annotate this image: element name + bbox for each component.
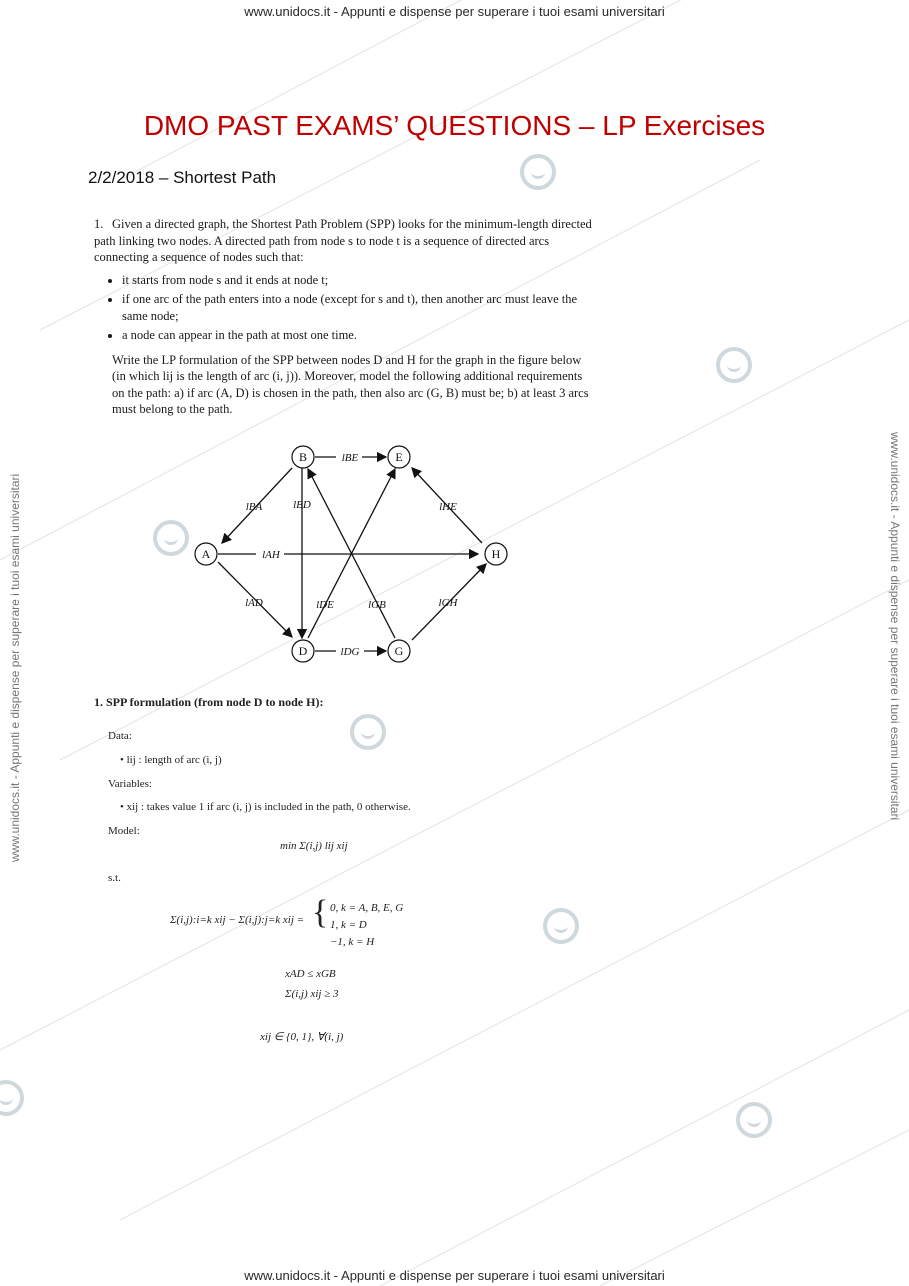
arc-label-DG: lDG <box>340 646 360 658</box>
node-label-B: B <box>298 450 308 464</box>
requirement-item: • if one arc of the path enters into a node (except for s and t), then another arc must leave the same node; <box>122 291 594 324</box>
variables-item-text: xij : takes value 1 if arc (i, j) is included in the path, 0 otherwise. <box>126 801 411 813</box>
watermark-footer: www.unidocs.it - Appunti e dispense per superare i tuoi esami universitari <box>244 1268 665 1283</box>
watermark-side-right: www.unidocs.it - Appunti e dispense per superare i tuoi esami universitari <box>888 432 902 821</box>
model-label: Model: <box>108 825 140 837</box>
page-title: DMO PAST EXAMS’ QUESTIONS – LP Exercises <box>143 110 766 141</box>
data-label: Data: <box>108 730 132 742</box>
requirement-item: • it starts from node s and it ends at node t; <box>122 272 594 289</box>
unidocs-logo-icon <box>350 714 386 750</box>
variables-item: • xij : takes value 1 if arc (i, j) is included in the path, 0 otherwise. <box>120 801 411 813</box>
arc-label-GH: lGH <box>438 597 458 609</box>
unidocs-logo-icon <box>716 347 752 383</box>
constraint-a: xAD ≤ xGB <box>285 968 336 980</box>
variables-label: Variables: <box>108 778 152 790</box>
watermark-header: www.unidocs.it - Appunti e dispense per superare i tuoi esami universitari <box>244 4 665 19</box>
arc-label-AH: lAH <box>262 549 280 561</box>
problem-intro-text: Given a directed graph, the Shortest Path Problem (SPP) looks for the minimum-length directed path linking two nodes. A directed path from node s to node t is a sequence of directed arcs connecting a sequence of nodes such that: <box>94 217 592 264</box>
problem-intro <box>94 216 594 266</box>
arc-label-BE: lBE <box>341 452 359 464</box>
arc-label-HE: lHE <box>439 501 457 513</box>
problem-statement <box>94 216 594 418</box>
domain-constraint: xij ∈ {0, 1}, ∀(i, j) <box>260 1031 344 1043</box>
problem-number: 1. <box>94 217 104 231</box>
constraint-b: Σ(i,j) xij ≥ 3 <box>285 988 339 1000</box>
graph-figure <box>150 440 530 670</box>
objective-function: min Σ(i,j) lij xij <box>280 840 348 852</box>
solution-heading: 1. SPP formulation (from node D to node H): <box>94 695 324 709</box>
requirement-item: • a node can appear in the path at most one time. <box>122 327 594 344</box>
data-item-text: lij : length of arc (i, j) <box>126 754 222 766</box>
node-label-H: H <box>491 547 501 561</box>
node-label-D: D <box>298 644 308 658</box>
arc-label-DE: lDE <box>316 599 334 611</box>
node-label-G: G <box>394 644 404 658</box>
node-label-E: E <box>395 450 403 464</box>
unidocs-logo-icon <box>736 1102 772 1138</box>
node-label-A: A <box>201 547 211 561</box>
flow-case-1: 0, k = A, B, E, G <box>330 902 404 914</box>
arc-label-GB: lGB <box>368 599 386 611</box>
section-subtitle: 2/2/2018 – Shortest Path <box>88 168 277 187</box>
arc-label-BA: lBA <box>245 501 263 513</box>
requirements-list <box>122 272 594 344</box>
unidocs-logo-icon <box>543 908 579 944</box>
flow-case-2: 1, k = D <box>330 919 367 931</box>
flow-constraint-lhs: Σ(i,j):i=k xij − Σ(i,j):j=k xij = <box>170 914 305 926</box>
st-label: s.t. <box>108 872 121 884</box>
problem-task: Write the LP formulation of the SPP between nodes D and H for the graph in the figure below (in which lij is the length of arc (i, j)). Moreover, model the following additional requirements on the path: a) if arc (A, D) is chosen in the path, then also arc (G, B) must be; b) at least 3 arcs must belong to the path. <box>112 352 589 416</box>
flow-case-3: −1, k = H <box>330 936 375 948</box>
brace: { <box>312 894 329 931</box>
unidocs-logo-icon <box>520 154 556 190</box>
arc-label-AD: lAD <box>245 597 263 609</box>
arc-label-BD: lBD <box>293 499 311 511</box>
data-item: • lij : length of arc (i, j) <box>120 754 222 766</box>
watermark-side-left: www.unidocs.it - Appunti e dispense per superare i tuoi esami universitari <box>8 473 22 862</box>
